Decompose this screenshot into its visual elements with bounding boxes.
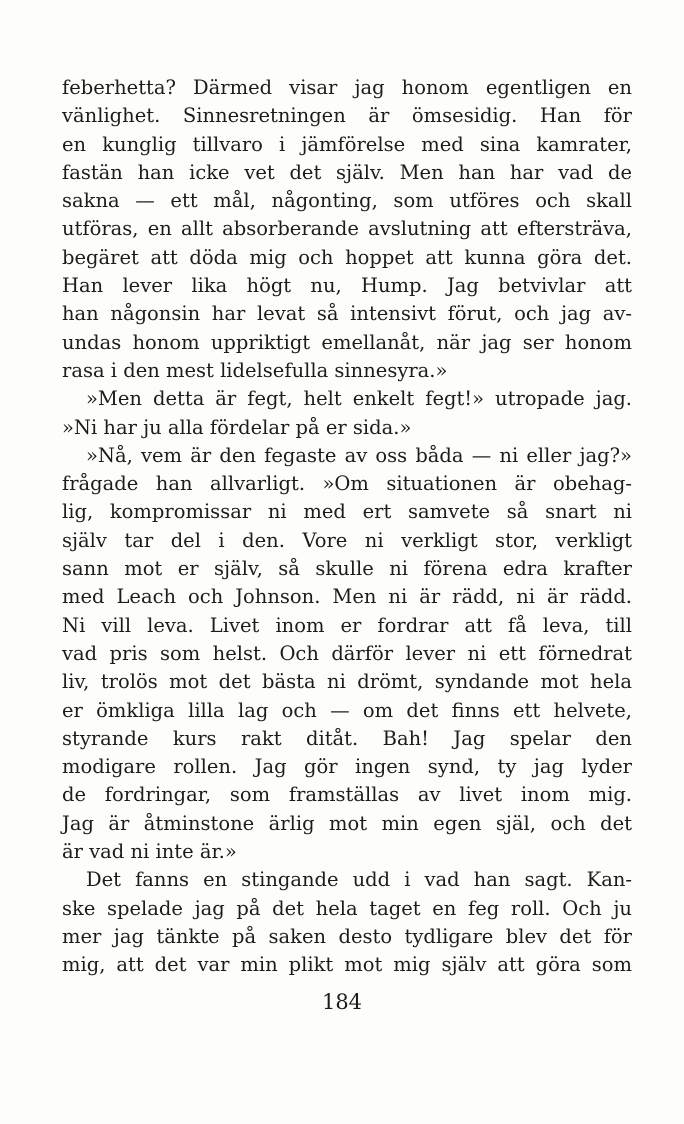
text-line: Han lever lika högt nu, Hump. Jag betvivlar att [62,274,632,298]
text-line: sakna — ett mål, någonting, som utföres och skall [62,189,632,213]
text-line: mig, att det var min plikt mot mig själv att göra som [62,953,632,977]
text-line: er ömkliga lilla lag och — om det finns ett helvete, [62,698,632,722]
text-line: Det fanns en stingande udd i vad han sagt. Kan- [86,868,632,892]
text-line: mer jag tänkte på saken desto tydligare blev det för [62,924,632,948]
text-line: frågade han allvarligt. »Om situationen är obehag- [62,472,632,496]
body-text [62,74,632,980]
text-line: rasa i den mest lidelsefulla sinnesyra.» [62,358,448,382]
text-line: han någonsin har levat så intensivt förut, och jag av- [62,302,632,326]
text-line: lig, kompromissar ni med ert samvete så snart ni [62,500,632,524]
text-line: utföras, en allt absorberande avslutning att eftersträva, [62,217,632,241]
text-line: »Men detta är fegt, helt enkelt fegt!» utropade jag. [86,387,632,411]
text-line: är vad ni inte är.» [62,840,237,864]
text-line: Jag är åtminstone ärlig mot min egen själ, och det [62,811,632,835]
text-line: de fordringar, som framställas av livet inom mig. [62,783,632,807]
text-line: »Nå, vem är den fegaste av oss båda — ni eller jag?» [86,443,632,467]
page-number: 184 [321,990,363,1014]
text-line: fastän han icke vet det själv. Men han har vad de [62,160,632,184]
text-line: själv tar del i den. Vore ni verkligt stor, verkligt [62,528,632,552]
text-line: undas honom uppriktigt emellanåt, när jag ser honom [62,330,632,354]
text-line: med Leach och Johnson. Men ni är rädd, ni är rädd. [62,585,632,609]
text-line: ske spelade jag på det hela taget en feg roll. Och ju [62,896,632,920]
text-line: begäret att döda mig och hoppet att kunna göra det. [62,245,632,269]
text-line: Ni vill leva. Livet inom er fordrar att få leva, till [62,613,632,637]
text-line: en kunglig tillvaro i jämförelse med sina kamrater, [62,132,632,156]
text-line: vad pris som helst. Och därför lever ni ett förnedrat [62,641,632,665]
text-line: vänlighet. Sinnesretningen är ömsesidig. Han för [62,104,632,128]
text-line: sann mot er själv, så skulle ni förena edra krafter [62,557,632,581]
text-line: modigare rollen. Jag gör ingen synd, ty jag lyder [62,755,632,779]
text-line: »Ni har ju alla fördelar på er sida.» [62,415,412,439]
text-line: feberhetta? Därmed visar jag honom egentligen en [62,76,632,99]
text-line: styrande kurs rakt ditåt. Bah! Jag spelar den [62,726,632,750]
text-line: liv, trolös mot det bästa ni drömt, syndande mot hela [62,670,632,694]
